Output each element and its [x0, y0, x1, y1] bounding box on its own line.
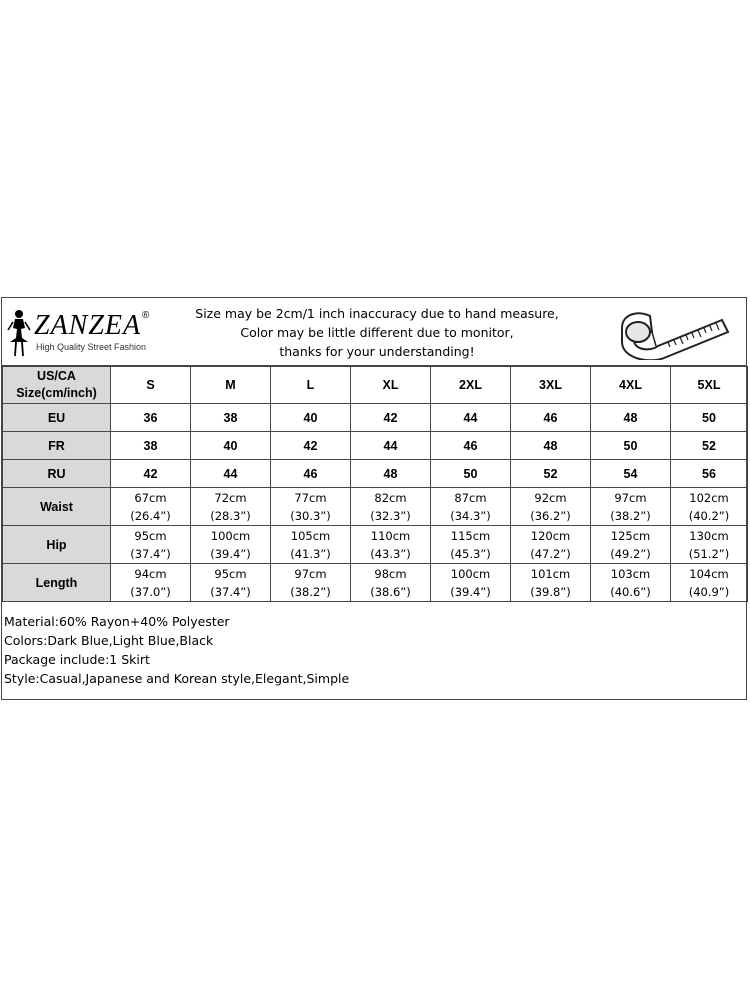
cm-value: 125cm: [610, 528, 651, 543]
size-cell: M: [191, 367, 271, 404]
header-label-line: Size(cm/inch): [16, 386, 97, 400]
cm-value: 97cm: [614, 490, 647, 505]
inch-value: (43.3”): [370, 546, 411, 561]
cm-value: 95cm: [134, 528, 167, 543]
table-cell: 54: [591, 460, 671, 488]
table-cell: 42: [111, 460, 191, 488]
inch-value: (39.4”): [210, 546, 251, 561]
inch-value: (34.3”): [450, 508, 491, 523]
table-cell: [511, 526, 591, 564]
table-cell: 56: [671, 460, 748, 488]
table-cell: [431, 526, 511, 564]
inch-value: (37.4”): [130, 546, 171, 561]
cm-value: 104cm: [689, 566, 729, 581]
notice-line: Color may be little different due to monitor,: [240, 325, 514, 340]
cm-value: 120cm: [530, 528, 571, 543]
cm-value: 92cm: [534, 490, 567, 505]
table-cell: 50: [431, 460, 511, 488]
inch-value: (38.2”): [610, 508, 651, 523]
table-cell: 44: [351, 432, 431, 460]
product-info: [4, 612, 349, 688]
table-row: [3, 460, 748, 488]
inch-value: (40.9”): [688, 584, 730, 599]
cm-value: 82cm: [374, 490, 407, 505]
size-cell: 2XL: [431, 367, 511, 404]
cm-value: 102cm: [689, 490, 729, 505]
table-cell: 38: [111, 432, 191, 460]
size-chart-card: [1, 297, 747, 700]
size-cell: 3XL: [511, 367, 591, 404]
chart-header: [2, 298, 746, 366]
inch-value: (30.3”): [290, 508, 331, 523]
inch-value: (37.4”): [210, 584, 251, 599]
cm-value: 103cm: [610, 566, 651, 581]
table-cell: [111, 488, 191, 526]
cm-value: 110cm: [370, 528, 411, 543]
table-cell: [111, 526, 191, 564]
size-cell: S: [111, 367, 191, 404]
inch-value: (28.3”): [210, 508, 251, 523]
inch-value: (32.3”): [370, 508, 411, 523]
table-cell: [271, 526, 351, 564]
table-cell: 48: [511, 432, 591, 460]
inch-value: (26.4”): [130, 508, 171, 523]
inch-value: (38.2”): [290, 584, 331, 599]
cm-value: 100cm: [210, 528, 251, 543]
inch-value: (51.2”): [688, 546, 730, 561]
table-row: [3, 432, 748, 460]
brand-tagline: High Quality Street Fashion: [36, 342, 147, 352]
table-cell: 52: [671, 432, 748, 460]
table-cell: [671, 526, 748, 564]
table-cell: [191, 564, 271, 602]
measuring-tape-icon: [612, 302, 732, 360]
cm-value: 100cm: [450, 566, 491, 581]
size-cell: 4XL: [591, 367, 671, 404]
package-text: Package include:1 Skirt: [4, 652, 150, 667]
brand-name: ZANZEA: [34, 310, 142, 341]
cm-value: 105cm: [290, 528, 331, 543]
inch-value: (40.6”): [610, 584, 651, 599]
table-cell: [671, 488, 748, 526]
notice-line: thanks for your understanding!: [279, 344, 475, 359]
inch-value: (45.3”): [450, 546, 491, 561]
colors-text: Colors:Dark Blue,Light Blue,Black: [4, 633, 214, 648]
size-cell: XL: [351, 367, 431, 404]
table-cell: 46: [431, 432, 511, 460]
table-cell: 42: [351, 404, 431, 432]
table-cell: [591, 488, 671, 526]
table-cell: 52: [511, 460, 591, 488]
size-cell: 5XL: [671, 367, 748, 404]
row-label: Waist: [3, 488, 111, 526]
cm-value: 67cm: [134, 490, 167, 505]
inch-value: (36.2”): [530, 508, 571, 523]
table-cell: 46: [511, 404, 591, 432]
cm-value: 94cm: [134, 566, 167, 581]
table-cell: 42: [271, 432, 351, 460]
table-cell: [271, 564, 351, 602]
cm-value: 98cm: [374, 566, 407, 581]
table-cell: 44: [431, 404, 511, 432]
brand-logo: [6, 306, 166, 358]
table-cell: [511, 488, 591, 526]
size-cell: L: [271, 367, 351, 404]
cm-value: 95cm: [214, 566, 247, 581]
notice-line: Size may be 2cm/1 inch inaccuracy due to hand measure,: [195, 306, 559, 321]
table-cell: [191, 526, 271, 564]
cm-value: 115cm: [450, 528, 491, 543]
cm-value: 130cm: [689, 528, 729, 543]
row-label: RU: [3, 460, 111, 488]
table-cell: 36: [111, 404, 191, 432]
inch-value: (47.2”): [530, 546, 571, 561]
measurement-notice: [192, 304, 562, 361]
table-cell: [431, 488, 511, 526]
table-cell: [511, 564, 591, 602]
row-label: EU: [3, 404, 111, 432]
style-text: Style:Casual,Japanese and Korean style,Elegant,Simple: [4, 671, 350, 686]
table-cell: 48: [591, 404, 671, 432]
table-row: [3, 488, 748, 526]
table-cell: 50: [671, 404, 748, 432]
table-cell: [191, 488, 271, 526]
row-label: Hip: [3, 526, 111, 564]
table-row: [3, 404, 748, 432]
table-cell: [431, 564, 511, 602]
row-label: Length: [3, 564, 111, 602]
table-cell: [271, 488, 351, 526]
table-cell: 46: [271, 460, 351, 488]
table-cell: [111, 564, 191, 602]
cm-value: 97cm: [294, 566, 327, 581]
material-text: Material:60% Rayon+40% Polyester: [4, 614, 230, 629]
table-cell: [591, 526, 671, 564]
table-cell: 38: [191, 404, 271, 432]
inch-value: (39.4”): [450, 584, 491, 599]
registered-mark: ®: [142, 310, 150, 321]
table-cell: [671, 564, 748, 602]
table-cell: 40: [271, 404, 351, 432]
table-cell: 50: [591, 432, 671, 460]
table-cell: [591, 564, 671, 602]
table-row: [3, 564, 748, 602]
inch-value: (39.8”): [530, 584, 571, 599]
table-cell: 48: [351, 460, 431, 488]
inch-value: (41.3”): [290, 546, 331, 561]
inch-value: (49.2”): [610, 546, 651, 561]
size-header-label: [3, 367, 111, 404]
inch-value: (40.2”): [688, 508, 730, 523]
table-cell: 44: [191, 460, 271, 488]
cm-value: 72cm: [214, 490, 247, 505]
cm-value: 87cm: [454, 490, 487, 505]
table-cell: [351, 526, 431, 564]
header-label-line: US/CA: [37, 369, 76, 383]
table-cell: [351, 564, 431, 602]
table-cell: 40: [191, 432, 271, 460]
row-label: FR: [3, 432, 111, 460]
inch-value: (37.0”): [130, 584, 171, 599]
cm-value: 77cm: [294, 490, 327, 505]
table-cell: [351, 488, 431, 526]
size-header-row: [3, 367, 748, 404]
table-row: [3, 526, 748, 564]
inch-value: (38.6”): [370, 584, 411, 599]
size-table: [2, 366, 748, 602]
woman-silhouette-icon: [6, 308, 32, 358]
cm-value: 101cm: [530, 566, 571, 581]
